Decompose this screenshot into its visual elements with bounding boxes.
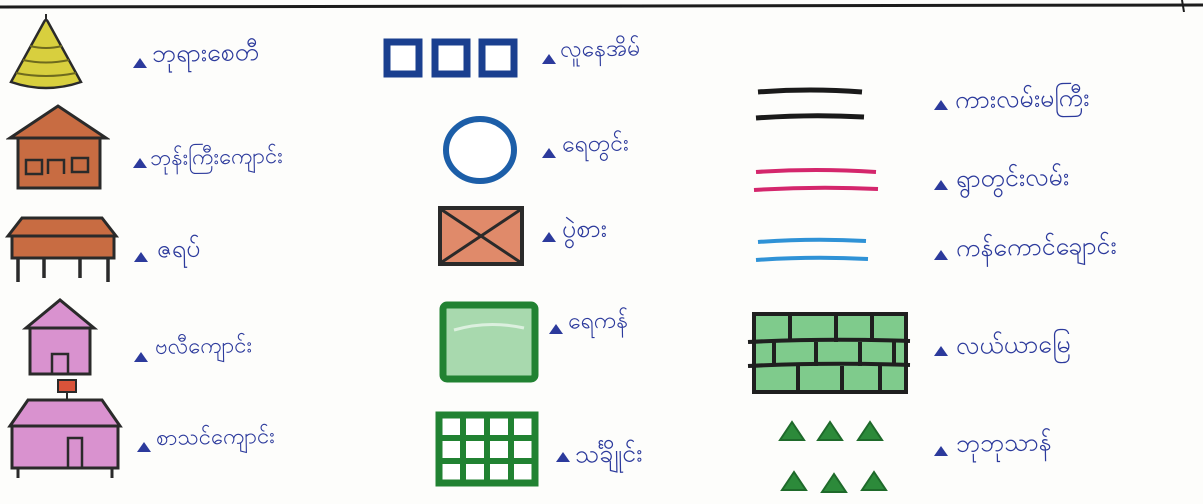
legend-label: စာသင်ကျောင်း	[155, 423, 275, 452]
legend-label: ကားလမ်းမကြီး	[954, 82, 1090, 115]
well-icon	[438, 112, 522, 186]
bullet-icon	[934, 250, 948, 260]
bullet-icon	[133, 158, 147, 168]
bullet-icon	[137, 442, 151, 452]
legend-label: ကန်ကောင်ချောင်း	[955, 230, 1117, 263]
legend-label: သင်္ချိုင်း	[574, 438, 643, 469]
monastery-icon	[6, 102, 110, 192]
car-road-icon	[750, 82, 870, 130]
legend-label: ဇရပ်	[156, 233, 201, 264]
legend-label: ရေတွင်း	[561, 130, 629, 158]
bullet-icon	[549, 324, 563, 334]
village-road-icon	[750, 160, 882, 200]
bullet-icon	[556, 452, 570, 462]
farmland-icon	[744, 308, 912, 400]
pond-icon	[438, 300, 542, 386]
bullet-icon	[134, 252, 148, 262]
bullet-icon	[133, 58, 147, 68]
bullet-icon	[542, 54, 556, 64]
cemetery-icon	[434, 410, 542, 490]
legend-label: ဗလီကျောင်း	[154, 333, 253, 360]
bullet-icon	[542, 148, 556, 158]
bullet-icon	[934, 180, 948, 190]
pagoda-icon	[6, 10, 86, 92]
houses-icon	[382, 36, 524, 82]
bullet-icon	[934, 100, 948, 110]
bullet-icon	[134, 352, 148, 362]
mosque-icon	[22, 298, 98, 378]
bullet-icon	[542, 232, 556, 242]
legend-label: ဘုဘုသာန်	[955, 427, 1052, 458]
frame-top-border	[0, 0, 1203, 12]
forest-icon	[774, 418, 892, 498]
legend-label: ရွာတွင်းလမ်း	[955, 162, 1070, 193]
bullet-icon	[934, 346, 948, 356]
kiln-icon	[436, 204, 526, 268]
legend-label: ရေကန်	[567, 307, 629, 335]
legend-label: လယ်ယာမြေ	[955, 329, 1072, 360]
bullet-icon	[934, 446, 948, 456]
legend-label: ဘုန်းကြီးကျောင်း	[149, 143, 283, 172]
legend-label: ပွဲစား	[561, 213, 608, 244]
school-icon	[6, 378, 124, 480]
legend-label: ဘုရားစေတီ	[151, 37, 260, 68]
legend-label: လူနေအိမ်	[559, 35, 641, 63]
stream-icon	[750, 230, 874, 270]
rest-house-icon	[4, 212, 120, 286]
